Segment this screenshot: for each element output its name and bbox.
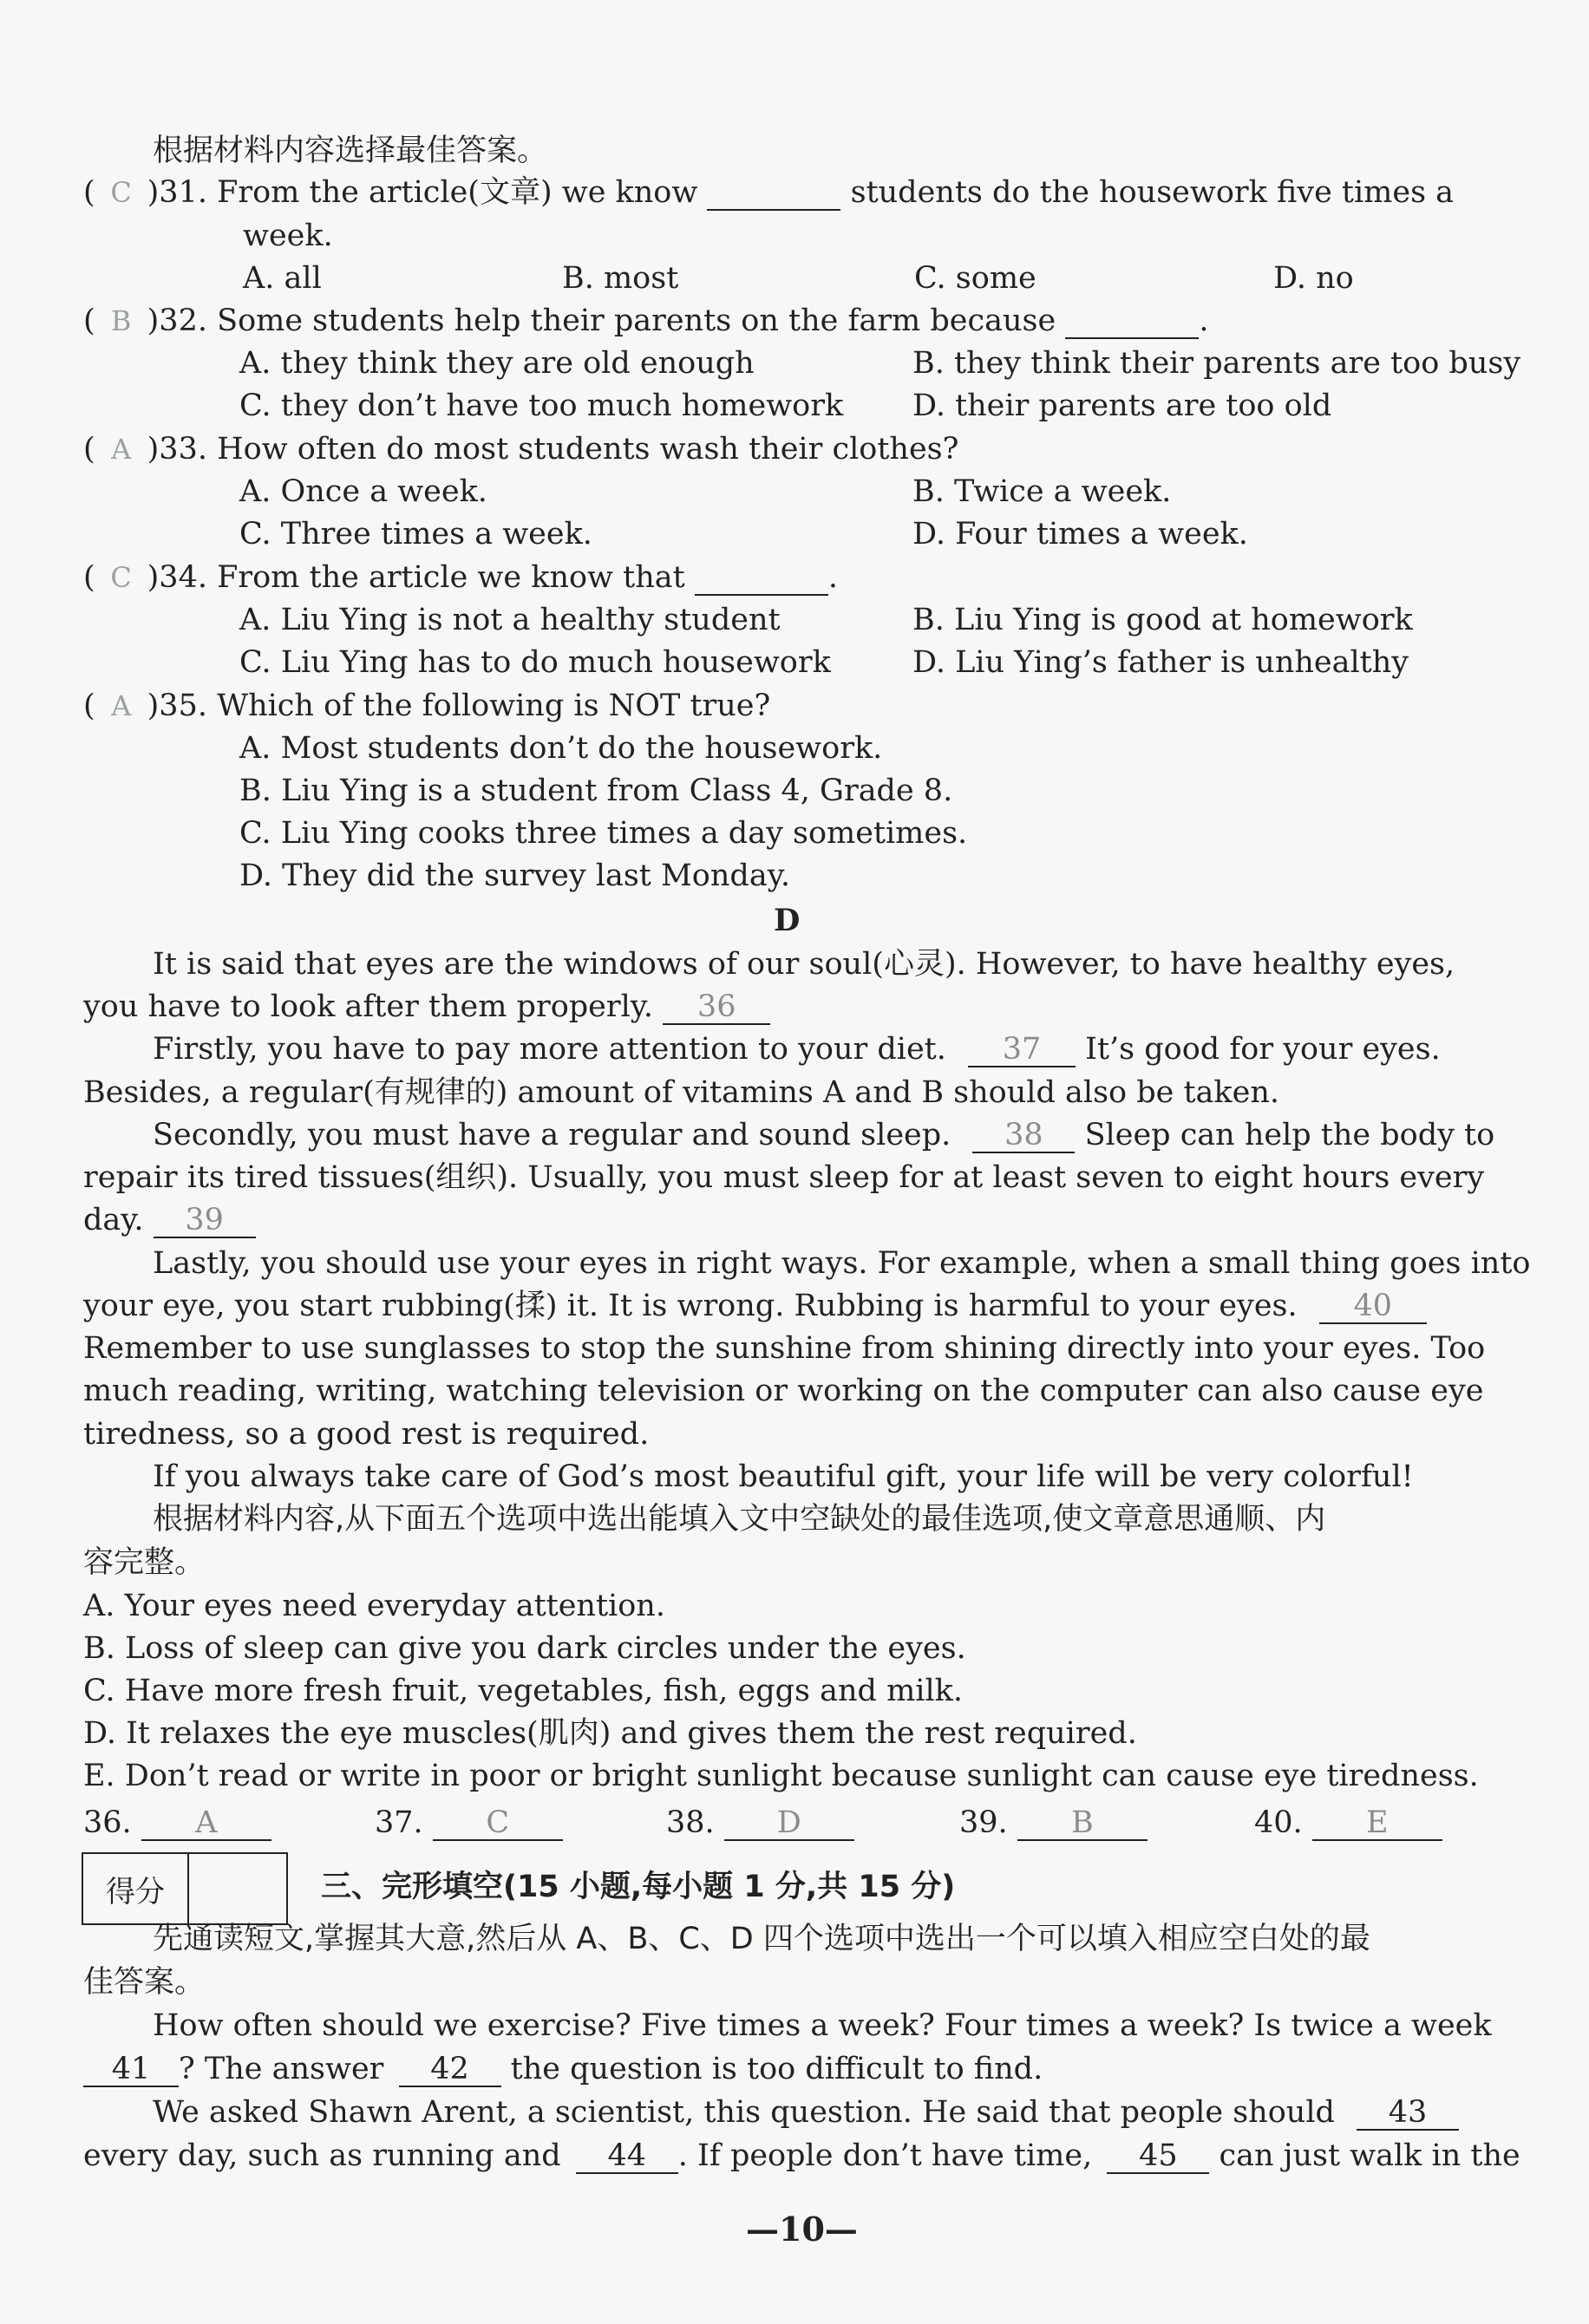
q32-option-d: D. their parents are too old: [912, 388, 1332, 423]
answer-37: [375, 1802, 563, 1844]
passage-p3a-text2: Sleep can help the body to: [1084, 1118, 1495, 1152]
q34-option-d: D. Liu Ying’s father is unhealthy: [912, 645, 1409, 680]
blank-38: 38: [972, 1119, 1075, 1153]
cloze-line-2-text2: the question is too difficult to find.: [510, 2052, 1043, 2086]
instruction-choose-best: 根据材料内容选择最佳答案。: [153, 134, 548, 168]
q31-option-a: A. all: [243, 261, 322, 296]
passage-p1b-text: you have to look after them properly.: [83, 989, 654, 1024]
option-e: E. Don’t read or write in poor or bright sunlight because sunlight can cause eye tiredness.: [83, 1759, 1479, 1793]
q32-option-c: C. they don’t have too much homework: [239, 388, 844, 423]
question-33: ( A )33. How often do most students wash their clothes?: [83, 428, 958, 470]
answer-40: [1254, 1802, 1442, 1844]
answer-37-number: 37.: [375, 1805, 423, 1840]
cloze-line-1: How often should we exercise? Five times a week? Four times a week? Is twice a week: [153, 2008, 1492, 2043]
answer-32: B: [110, 304, 132, 337]
blank-44: 44: [576, 2139, 678, 2174]
passage-p1b: [83, 986, 770, 1028]
passage-p4e: tiredness, so a good rest is required.: [83, 1417, 650, 1452]
passage-p4b-text: your eye, you start rubbing(揉) it. It is wrong. Rubbing is harmful to your eyes.: [83, 1289, 1298, 1323]
option-a: A. Your eyes need everyday attention.: [83, 1589, 665, 1623]
blank-43: 43: [1357, 2096, 1459, 2131]
passage-p2b: Besides, a regular(有规律的) amount of vitamins A and B should also be taken.: [83, 1075, 1279, 1110]
instruction-seven-choice-cont: 容完整。: [83, 1545, 206, 1580]
passage-p4d: much reading, writing, watching television or working on the computer can also cause eye: [83, 1374, 1484, 1408]
question-33-stem: )33. How often do most students wash their clothes?: [147, 432, 959, 467]
cloze-line-4-text: every day, such as running and: [83, 2138, 561, 2173]
answer-35: A: [111, 689, 132, 722]
answer-37-value: C: [433, 1806, 563, 1841]
blank-36: 36: [663, 990, 770, 1025]
passage-p4a: Lastly, you should use your eyes in right ways. For example, when a small thing goes into: [153, 1246, 1531, 1281]
q34-option-b: B. Liu Ying is good at homework: [912, 603, 1413, 637]
passage-p3a: [153, 1114, 1494, 1156]
blank-32: [1065, 304, 1199, 339]
cloze-line-4-text3: can just walk in the: [1219, 2138, 1520, 2173]
passage-p2a-text2: It’s good for your eyes.: [1085, 1032, 1441, 1067]
blank-39: 39: [154, 1204, 256, 1238]
q32-option-a: A. they think they are old enough: [239, 346, 755, 381]
question-32-stem: )32. Some students help their parents on the farm because: [147, 304, 1056, 338]
score-field: [189, 1854, 286, 1923]
cloze-line-2: [83, 2048, 1043, 2090]
passage-p4b: [83, 1285, 1427, 1327]
option-b: B. Loss of sleep can give you dark circles under the eyes.: [83, 1631, 966, 1666]
q31-option-b: B. most: [562, 261, 679, 296]
passage-p2a-text: Firstly, you have to pay more attention to your diet.: [153, 1032, 946, 1067]
q35-option-a: A. Most students don’t do the housework.: [239, 731, 883, 766]
answer-36: [83, 1802, 271, 1844]
cloze-line-4-text2: . If people don’t have time,: [677, 2138, 1093, 2173]
score-box: [82, 1852, 288, 1925]
passage-p3b: repair its tired tissues(组织). Usually, you must sleep for at least seven to eight hours every: [83, 1160, 1485, 1195]
passage-p1a: It is said that eyes are the windows of our soul(心灵). However, to have healthy eyes,: [153, 947, 1455, 982]
blank-40: 40: [1319, 1289, 1427, 1324]
passage-p5: If you always take care of God’s most beautiful gift, your life will be very colorful!: [153, 1459, 1414, 1494]
blank-45: 45: [1107, 2139, 1209, 2174]
answer-38: [666, 1802, 854, 1844]
question-31-stem-end: week.: [243, 219, 333, 253]
option-d: D. It relaxes the eye muscles(肌肉) and gives them the rest required.: [83, 1716, 1137, 1751]
question-35-stem: )35. Which of the following is NOT true?: [147, 689, 771, 723]
blank-34: [695, 561, 828, 596]
q35-option-d: D. They did the survey last Monday.: [239, 858, 790, 893]
q31-option-d: D. no: [1273, 261, 1354, 296]
answer-40-value: E: [1312, 1806, 1442, 1841]
q32-option-b: B. they think their parents are too busy: [912, 346, 1521, 381]
question-32: ( B )32. Some students help their parents on the farm because .: [83, 300, 1208, 342]
answer-38-value: D: [724, 1806, 854, 1841]
instruction-cloze: 先通读短文,掌握其大意,然后从 A、B、C、D 四个选项中选出一个可以填入相应空白处的最: [153, 1922, 1370, 1956]
blank-41: 41: [83, 2053, 179, 2087]
q33-option-c: C. Three times a week.: [239, 517, 592, 552]
q33-option-d: D. Four times a week.: [912, 517, 1248, 552]
answer-31: C: [110, 176, 132, 209]
question-31: ( C )31. From the article(文章) we know students do the housework five times a: [83, 172, 1454, 213]
answer-33: A: [111, 433, 132, 466]
q35-option-c: C. Liu Ying cooks three times a day sometimes.: [239, 816, 968, 851]
answer-39-number: 39.: [959, 1805, 1008, 1840]
q33-option-a: A. Once a week.: [239, 474, 487, 509]
cloze-line-3-text: We asked Shawn Arent, a scientist, this question. He said that people should: [153, 2095, 1335, 2130]
passage-p2a: [153, 1028, 1441, 1070]
blank-42: 42: [399, 2053, 501, 2087]
blank-31: [707, 176, 840, 211]
page-number: —10—: [746, 2210, 858, 2249]
question-35: ( A )35. Which of the following is NOT true?: [83, 685, 770, 727]
question-31-stem-cont: students do the housework five times a: [850, 175, 1455, 210]
section-3-title: 三、完形填空(15 小题,每小题 1 分,共 15 分): [321, 1870, 956, 1904]
instruction-seven-choice: 根据材料内容,从下面五个选项中选出能填入文中空缺处的最佳选项,使文章意思通顺、内: [153, 1502, 1326, 1537]
q31-option-c: C. some: [914, 261, 1036, 296]
passage-p3a-text: Secondly, you must have a regular and sound sleep.: [153, 1118, 951, 1152]
cloze-line-3: [153, 2092, 1459, 2133]
answer-39: [959, 1802, 1148, 1844]
answer-36-number: 36.: [83, 1805, 132, 1840]
score-label: 得分: [83, 1854, 189, 1923]
q34-option-c: C. Liu Ying has to do much housework: [239, 645, 831, 680]
passage-p3c: [83, 1199, 256, 1241]
q34-option-a: A. Liu Ying is not a healthy student: [239, 603, 781, 637]
answer-36-value: A: [141, 1806, 271, 1841]
answer-39-value: B: [1017, 1806, 1148, 1841]
passage-p4c: Remember to use sunglasses to stop the sunshine from shining directly into your eyes. Too: [83, 1331, 1486, 1366]
q35-option-b: B. Liu Ying is a student from Class 4, Grade 8.: [239, 774, 953, 808]
section-d-heading: D: [774, 903, 801, 938]
cloze-line-2-text: ? The answer: [179, 2052, 384, 2086]
question-31-stem: )31. From the article(文章) we know: [147, 175, 698, 210]
answer-38-number: 38.: [666, 1805, 715, 1840]
passage-p3c-text: day.: [83, 1203, 144, 1237]
question-34-stem: )34. From the article we know that: [147, 560, 685, 595]
question-34: ( C )34. From the article we know that .: [83, 557, 838, 598]
cloze-line-4: [83, 2135, 1520, 2177]
answer-34: C: [110, 561, 132, 594]
answer-40-number: 40.: [1254, 1805, 1303, 1840]
instruction-cloze-cont: 佳答案。: [83, 1965, 206, 2000]
blank-37: 37: [968, 1033, 1076, 1067]
option-c: C. Have more fresh fruit, vegetables, fish, eggs and milk.: [83, 1674, 963, 1708]
q33-option-b: B. Twice a week.: [912, 474, 1172, 509]
